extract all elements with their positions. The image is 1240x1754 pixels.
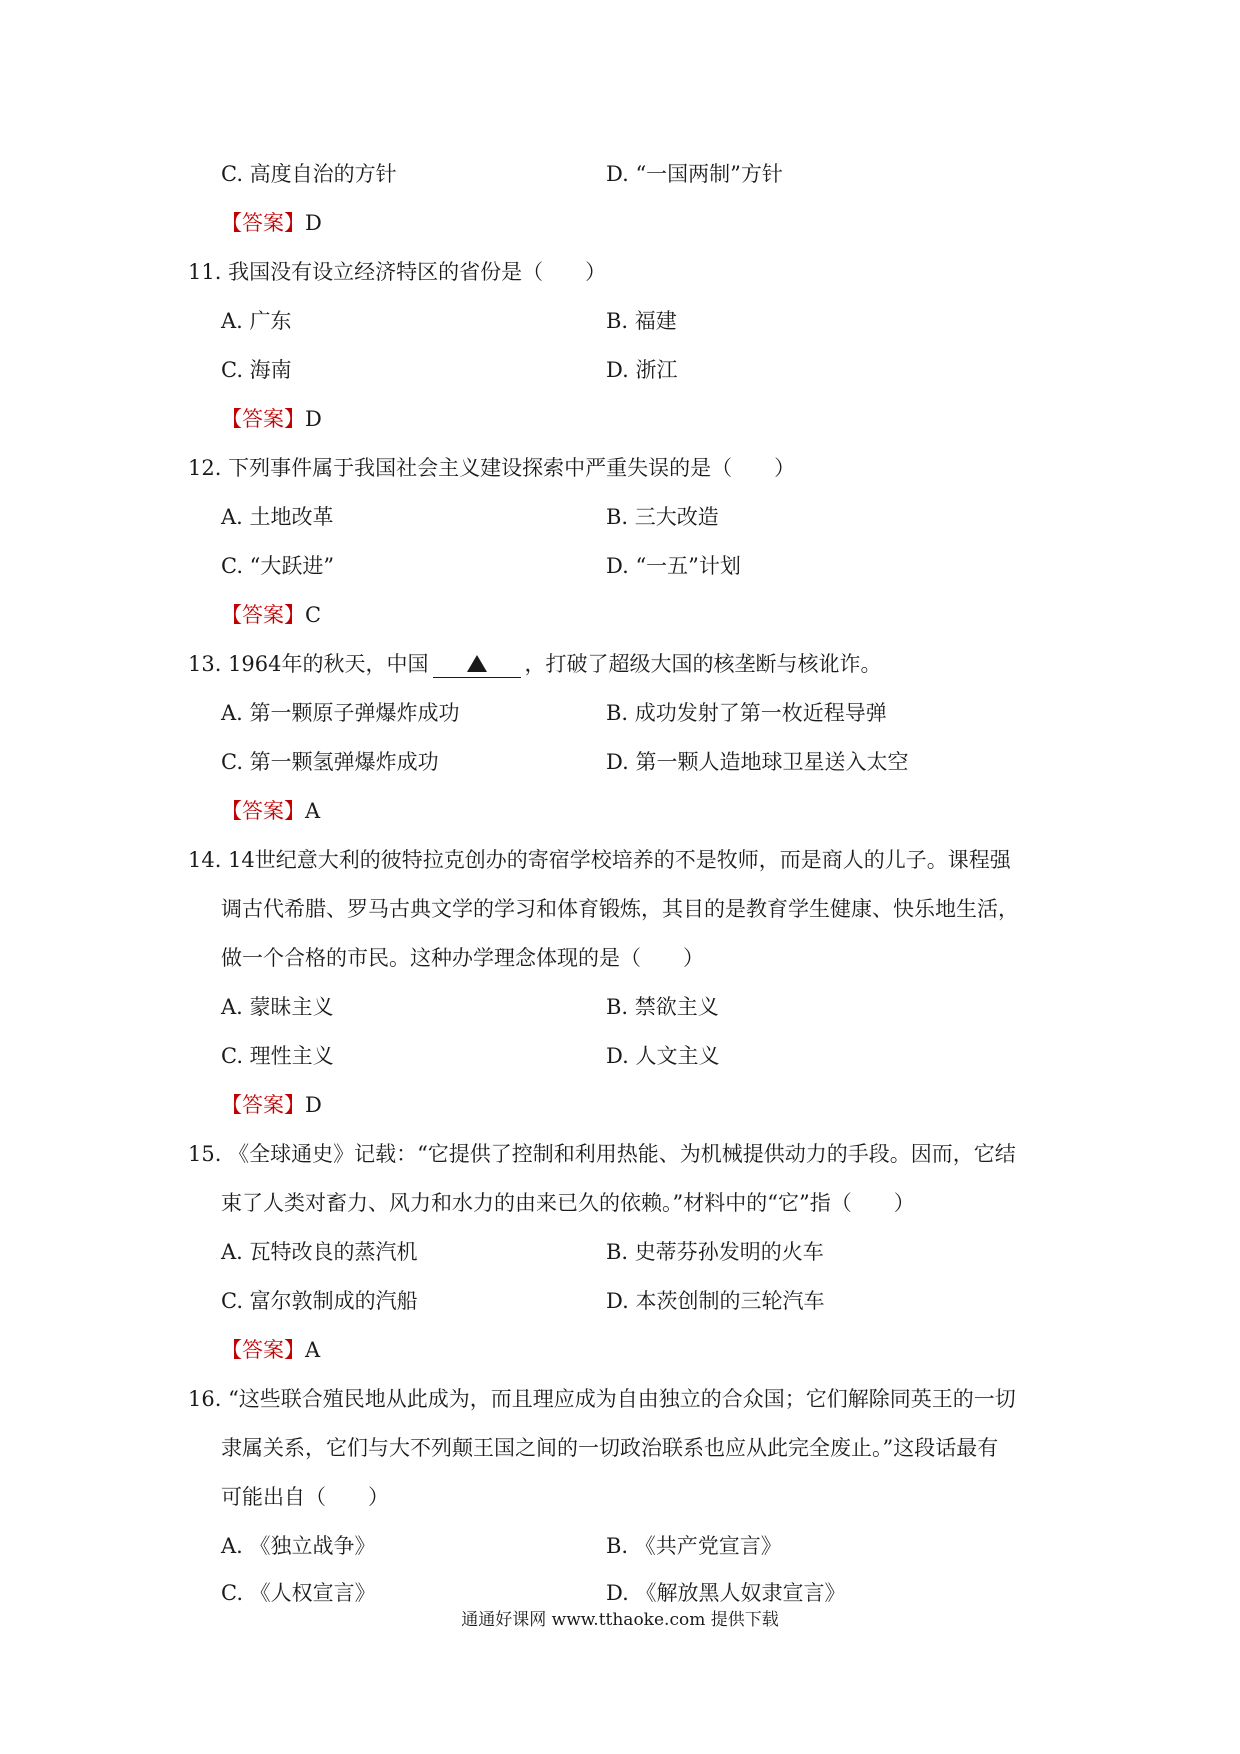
q11-option-b: B. 福建 (606, 309, 677, 333)
answer-value: D (305, 407, 322, 431)
q12-option-d: D. “一五”计划 (606, 554, 741, 578)
answer-label: 【答案】 (221, 1093, 305, 1117)
q14-answer (221, 1090, 322, 1120)
q13-option-c: C. 第一颗氢弹爆炸成功 (221, 750, 439, 774)
q14-option-b: B. 禁欲主义 (606, 995, 719, 1019)
q15-stem-line-1: 15. 《全球通史》记载：“它提供了控制和利用热能、为机械提供动力的手段。因而，它结 (188, 1142, 1016, 1166)
answer-label: 【答案】 (221, 603, 305, 627)
q11-option-a: A. 广东 (221, 309, 292, 333)
q15-option-d: D. 本茨创制的三轮汽车 (606, 1289, 825, 1313)
fill-in-blank (433, 651, 521, 678)
answer-value: A (305, 1338, 321, 1362)
q14-stem-line-3: 做一个合格的市民。这种办学理念体现的是（ ） (221, 946, 704, 970)
answer-label: 【答案】 (221, 1338, 305, 1362)
q10-option-c: C. 高度自治的方针 (221, 162, 397, 186)
q12-option-a: A. 土地改革 (221, 505, 334, 529)
q11-answer (221, 404, 322, 434)
q16-option-b: B. 《共产党宣言》 (606, 1534, 782, 1558)
q14-stem-line-2: 调古代希腊、罗马古典文学的学习和体育锻炼，其目的是教育学生健康、快乐地生活， (221, 897, 1019, 921)
q15-option-a: A. 瓦特改良的蒸汽机 (221, 1240, 418, 1264)
q16-option-d: D. 《解放黑人奴隶宣言》 (606, 1581, 846, 1605)
q15-answer (221, 1335, 320, 1365)
q16-stem-line-2: 隶属关系，它们与大不列颠王国之间的一切政治联系也应从此完全废止。”这段话最有 (221, 1436, 999, 1460)
q13-option-d: D. 第一颗人造地球卫星送入太空 (606, 750, 909, 774)
q13-stem (188, 649, 882, 679)
q13-stem-start: 13. 1964年的秋天，中国 (188, 652, 429, 676)
page-footer: 通通好课网 www.tthaoke.com 提供下载 (461, 1610, 779, 1630)
q14-stem-line-1: 14. 14世纪意大利的彼特拉克创办的寄宿学校培养的不是牧师，而是商人的儿子。课程强 (188, 848, 1011, 872)
answer-value: D (305, 211, 322, 235)
triangle-icon (467, 655, 487, 672)
q14-option-c: C. 理性主义 (221, 1044, 334, 1068)
q10-answer (221, 208, 322, 238)
q12-answer (221, 600, 321, 630)
answer-label: 【答案】 (221, 211, 305, 235)
q15-option-b: B. 史蒂芬孙发明的火车 (606, 1240, 824, 1264)
q12-option-b: B. 三大改造 (606, 505, 719, 529)
answer-label: 【答案】 (221, 407, 305, 431)
q12-option-c: C. “大跃进” (221, 554, 335, 578)
q13-option-b: B. 成功发射了第一枚近程导弹 (606, 701, 887, 725)
answer-value: A (305, 799, 321, 823)
q13-stem-end: ，打破了超级大国的核垄断与核讹诈。 (524, 652, 882, 676)
q13-option-a: A. 第一颗原子弹爆炸成功 (221, 701, 460, 725)
q11-option-c: C. 海南 (221, 358, 292, 382)
q12-stem: 12. 下列事件属于我国社会主义建设探索中严重失误的是（ ） (188, 456, 796, 480)
q11-stem: 11. 我国没有设立经济特区的省份是（ ） (188, 260, 607, 284)
q16-option-c: C. 《人权宣言》 (221, 1581, 376, 1605)
answer-value: C (305, 603, 322, 627)
answer-value: D (305, 1093, 322, 1117)
q16-stem-line-3: 可能出自（ ） (221, 1485, 389, 1509)
q14-option-a: A. 蒙昧主义 (221, 995, 334, 1019)
q15-stem-line-2: 束了人类对畜力、风力和水力的由来已久的依赖。”材料中的“它”指（ ） (221, 1191, 915, 1215)
q16-option-a: A. 《独立战争》 (221, 1534, 376, 1558)
q11-option-d: D. 浙江 (606, 358, 678, 382)
q13-answer (221, 796, 320, 826)
answer-label: 【答案】 (221, 799, 305, 823)
q15-option-c: C. 富尔敦制成的汽船 (221, 1289, 418, 1313)
q10-option-d: D. “一国两制”方针 (606, 162, 783, 186)
q14-option-d: D. 人文主义 (606, 1044, 720, 1068)
q16-stem-line-1: 16. “这些联合殖民地从此成为，而且理应成为自由独立的合众国；它们解除同英王的一切 (188, 1387, 1016, 1411)
